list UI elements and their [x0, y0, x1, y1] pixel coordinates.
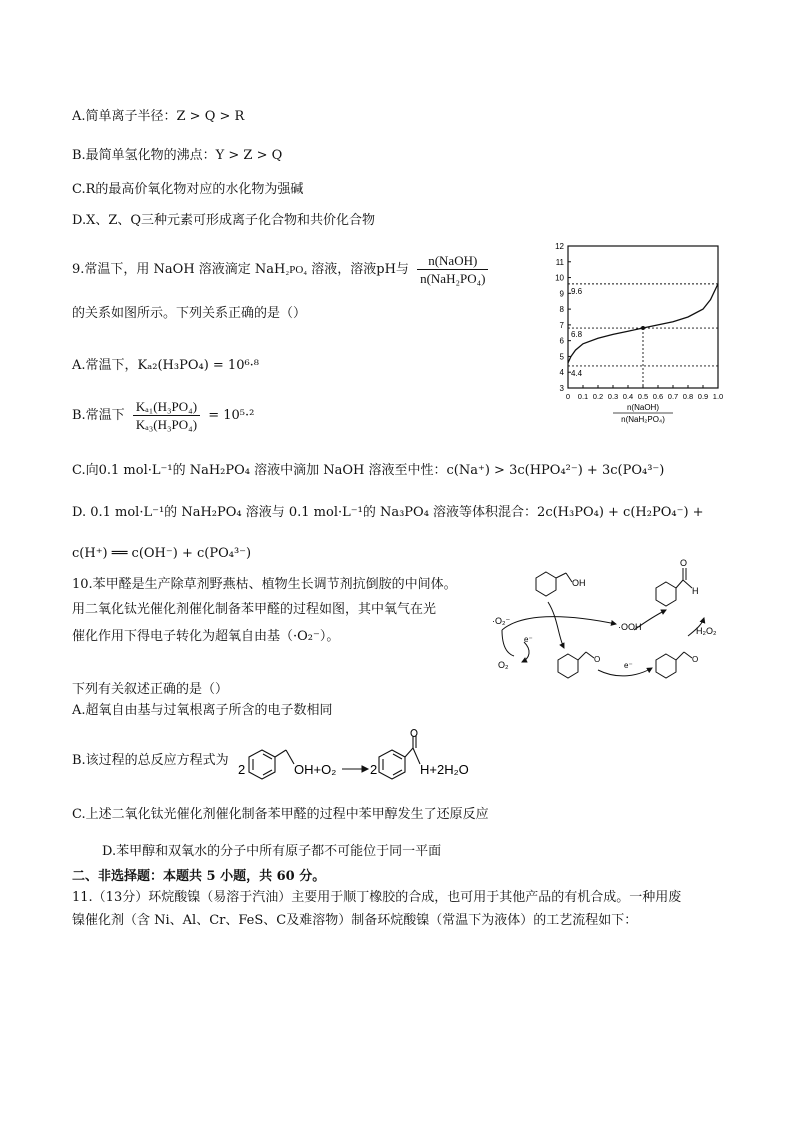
q9-fraction-denominator: n(NaH₂PO₄) — [420, 271, 486, 286]
arrow-icon — [342, 766, 368, 772]
q9-option-a: A.常温下，Kₐ₂(H₃PO₄) = 10⁶·⁸ — [72, 358, 260, 373]
q9-stem-b: 溶液，溶液pH与 — [311, 262, 409, 277]
label-electron-1: e⁻ — [524, 635, 533, 644]
label-oxygen: O₂ — [498, 660, 509, 670]
reference-label: 9.6 — [571, 286, 583, 296]
benzyl-alcohol-ring-icon — [536, 572, 556, 596]
benzaldehyde-ring-icon — [656, 582, 676, 606]
q10-option-b-prefix: B.该过程的总反应方程式为 — [72, 753, 229, 768]
q8-option-b: B.最简单氢化物的沸点：Y > Z > Q — [72, 148, 283, 163]
label-superoxide: ·O₂⁻ — [492, 616, 511, 626]
q10-option-c: C.上述二氧化钛光催化剂催化制备苯甲醛的过程中苯甲醇发生了还原反应 — [72, 807, 489, 822]
section-heading: 二、非选择题：本题共 5 小题，共 60 分。 — [72, 869, 326, 884]
label-h2o2: H₂O₂ — [696, 626, 717, 636]
q8-option-d: D.X、Z、Q三种元素可形成离子化合物和共价化合物 — [72, 213, 376, 228]
label-alkoxy-o: O — [594, 655, 601, 664]
x-tick-label: 0.8 — [682, 392, 694, 401]
label-ketyl-o: O — [692, 655, 699, 664]
x-axis-label-numerator: n(NaOH) — [626, 403, 660, 412]
q9-stem2: 的关系如图所示。下列关系正确的是（） — [72, 306, 307, 321]
eq-coef-1: 2 — [238, 762, 246, 777]
q8-option-a: A.简单离子半径：Z > Q > R — [72, 109, 245, 124]
x-tick-label: 0.5 — [637, 392, 649, 401]
y-tick-label: 5 — [559, 352, 564, 362]
q8-option-c: C.R的最高价氧化物对应的水化物为强碱 — [72, 182, 304, 197]
y-tick-label: 12 — [555, 242, 564, 251]
benzyloxy-ring-icon — [558, 654, 578, 678]
x-tick-label: 0.6 — [652, 392, 664, 401]
y-tick-label: 7 — [559, 320, 564, 330]
q9-option-b-suffix: = 10⁵·² — [208, 408, 255, 423]
y-tick-label: 4 — [559, 368, 564, 378]
q11-line-2: 镍催化剂（含 Ni、Al、Cr、FeS、C及难溶物）制备环烷酸镍（常温下为液体）的工艺流程如下： — [72, 913, 638, 928]
y-tick-label: 6 — [559, 336, 564, 346]
q10-option-d: D.苯甲醇和双氧水的分子中所有原子都不可能位于同一平面 — [102, 844, 442, 859]
x-tick-label: 0.9 — [697, 392, 709, 401]
x-tick-label: 0.4 — [622, 392, 634, 401]
q9-option-b-fraction — [133, 398, 200, 433]
photocatalysis-diagram — [488, 558, 738, 698]
q9-option-b-prefix: B.常温下 — [72, 408, 125, 423]
y-tick-label: 9 — [559, 289, 564, 299]
eq-coef-2: 2 — [370, 762, 378, 777]
label-electron-2: e⁻ — [624, 661, 633, 670]
q9-option-d-cont: c(H⁺) ══ c(OH⁻) + c(PO₄³⁻) — [72, 546, 252, 561]
eq-end: H+2H₂O — [420, 762, 469, 777]
q10-stem-1: 10.苯甲醛是生产除草剂野燕枯、植物生长调节剂抗倒胺的中间体。 — [72, 577, 457, 592]
q9-option-c: C.向0.1 mol·L⁻¹的 NaH₂PO₄ 溶液中滴加 NaOH 溶液至中性：c(Na⁺) > 3c(HPO₄²⁻) + 3c(PO₄³⁻) — [72, 463, 665, 478]
q9-b-numerator: Kₐ₁(H₃PO₄) — [133, 398, 200, 416]
ketyl-ring-icon — [656, 654, 676, 678]
marked-point — [641, 326, 645, 330]
q9-stem: 9.常温下，用 NaOH 溶液滴定 NaH₂PO₄ 溶液，溶液pH与 $\frac{\text{n(NaOH)}}{\text{n(NaH₂PO₄)}}$ — [72, 252, 492, 287]
x-axis-label-denominator: n(NaH₂PO₄) — [621, 415, 665, 424]
x-tick-label: 0.3 — [607, 392, 619, 401]
q9-ratio-fraction — [417, 252, 488, 287]
y-tick-label: 11 — [555, 257, 564, 267]
q9-b-denominator: Kₐ₃(H₃PO₄) — [135, 417, 198, 432]
q10-stem-2: 用二氧化钛光催化剂催化制备苯甲醛的过程如图，其中氧气在光 — [72, 602, 437, 617]
q10-option-a: A.超氧自由基与过氧根离子所含的电子数相同 — [72, 703, 333, 718]
x-tick-label: 0 — [565, 392, 571, 401]
titration-curve — [568, 284, 718, 363]
y-tick-label: 8 — [559, 305, 564, 315]
plot-frame — [568, 246, 718, 388]
benzaldehyde-ring-icon — [379, 730, 420, 780]
q9-stem-a: 9.常温下，用 NaOH 溶液滴定 NaH — [72, 262, 286, 277]
x-tick-label: 1.0 — [712, 392, 724, 401]
label-ooh: ·OOH — [618, 622, 642, 632]
q10-stem-4: 下列有关叙述正确的是（） — [72, 682, 229, 697]
q11-line-1: 11.（13分）环烷酸镍（易溶于汽油）主要用于顺丁橡胶的合成，也可用于其他产品的有机合成。一种用废 — [72, 890, 682, 905]
titration-chart — [540, 238, 740, 428]
y-tick-label: 10 — [555, 273, 564, 283]
reference-label: 6.8 — [571, 330, 583, 340]
eq-middle: OH+O₂ — [294, 762, 337, 777]
x-tick-label: 0.1 — [577, 392, 589, 401]
label-oh: OH — [572, 578, 586, 588]
q10-stem-3: 催化作用下得电子转化为超氧自由基（·O₂⁻）。 — [72, 629, 340, 644]
y-tick-label: 3 — [559, 384, 564, 393]
q10-option-b — [72, 752, 229, 770]
q10-equation — [232, 728, 522, 788]
q9-option-d: D. 0.1 mol·L⁻¹的 NaH₂PO₄ 溶液与 0.1 mol·L⁻¹的 Na₃PO₄ 溶液等体积混合：2c(H₃PO₄) + c(H₂PO₄⁻) + — [72, 505, 704, 520]
label-aldehyde-h: H — [692, 586, 699, 596]
label-aldehyde-o: O — [680, 558, 688, 568]
benzene-ring-icon — [249, 750, 294, 779]
x-tick-label: 0.7 — [667, 392, 679, 401]
q9-fraction-numerator: n(NaOH) — [417, 252, 488, 270]
q9-option-b — [72, 398, 254, 433]
x-tick-label: 0.2 — [592, 392, 604, 401]
reference-label: 4.4 — [571, 368, 583, 378]
